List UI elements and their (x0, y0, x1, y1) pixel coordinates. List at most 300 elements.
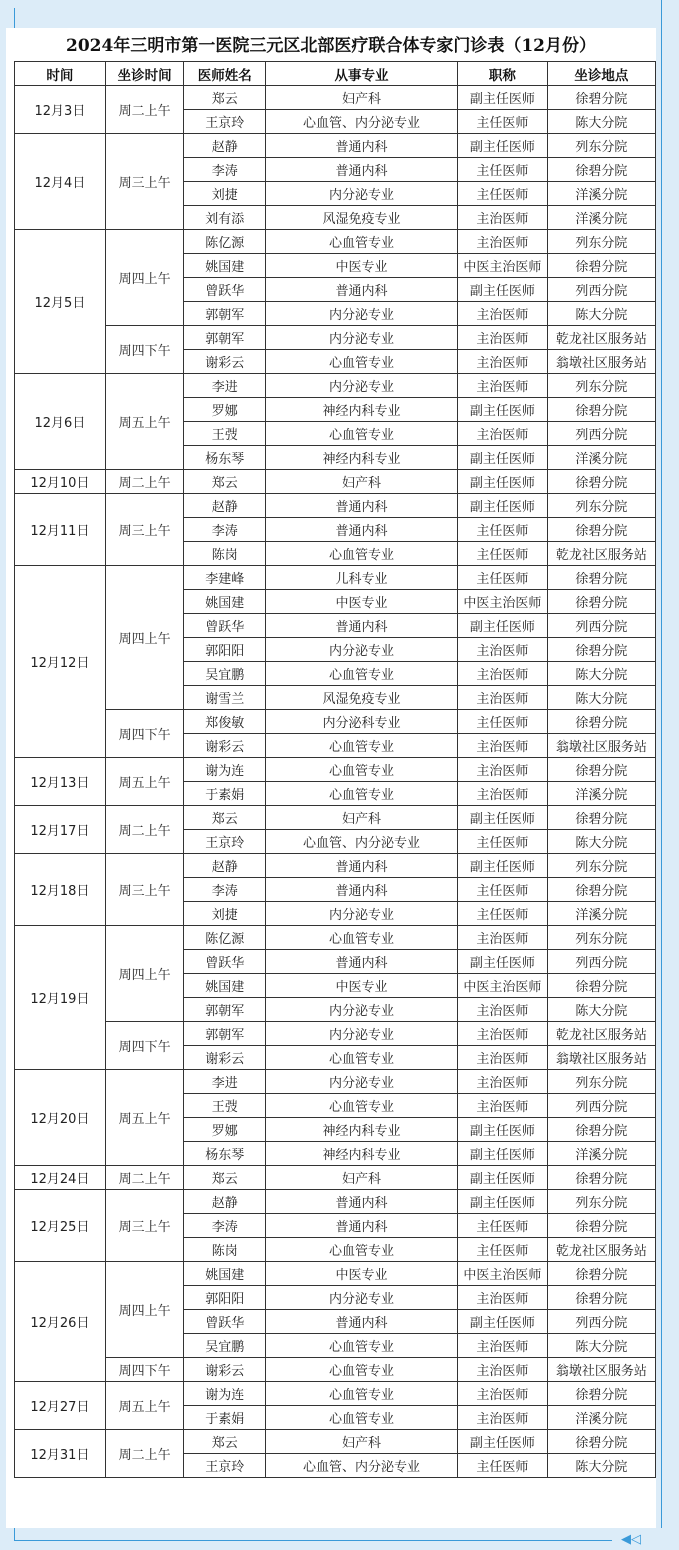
title-cell: 主任医师 (457, 902, 547, 926)
specialty-cell: 心血管专业 (266, 1334, 458, 1358)
doctor-name-cell: 赵静 (184, 494, 266, 518)
specialty-cell: 内分泌专业 (266, 638, 458, 662)
location-cell: 列西分院 (547, 1310, 655, 1334)
table-row (15, 1358, 656, 1382)
header-specialty: 从事专业 (266, 62, 458, 86)
doctor-name-cell: 吴宜鹏 (184, 662, 266, 686)
date-cell: 12月10日 (15, 470, 106, 494)
session-time-cell: 周二上午 (105, 806, 184, 854)
location-cell: 陈大分院 (547, 830, 655, 854)
session-time-cell: 周四上午 (105, 926, 184, 1022)
title-cell: 主治医师 (457, 662, 547, 686)
specialty-cell: 内分泌专业 (266, 326, 458, 350)
location-cell: 徐碧分院 (547, 86, 655, 110)
doctor-name-cell: 李涛 (184, 158, 266, 182)
session-time-cell: 周五上午 (105, 374, 184, 470)
doctor-name-cell: 郑云 (184, 806, 266, 830)
title-cell: 主治医师 (457, 1406, 547, 1430)
title-cell: 副主任医师 (457, 134, 547, 158)
location-cell: 列西分院 (547, 614, 655, 638)
page-title: 2024年三明市第一医院三元区北部医疗联合体专家门诊表（12月份） (66, 36, 596, 56)
doctor-name-cell: 王弢 (184, 1094, 266, 1118)
title-cell: 主治医师 (457, 1094, 547, 1118)
title-cell: 中医主治医师 (457, 590, 547, 614)
session-time-cell: 周三上午 (105, 134, 184, 230)
date-cell: 12月19日 (15, 926, 106, 1070)
doctor-name-cell: 罗娜 (184, 398, 266, 422)
table-body (15, 86, 656, 1478)
doctor-name-cell: 曾跃华 (184, 614, 266, 638)
title-cell: 主任医师 (457, 518, 547, 542)
specialty-cell: 普通内科 (266, 878, 458, 902)
doctor-name-cell: 谢彩云 (184, 1358, 266, 1382)
table-row (15, 758, 656, 782)
specialty-cell: 心血管专业 (266, 1094, 458, 1118)
specialty-cell: 内分泌专业 (266, 1286, 458, 1310)
doctor-name-cell: 李进 (184, 1070, 266, 1094)
doctor-name-cell: 李建峰 (184, 566, 266, 590)
table-row (15, 134, 656, 158)
doctor-name-cell: 谢彩云 (184, 350, 266, 374)
location-cell: 徐碧分院 (547, 1262, 655, 1286)
specialty-cell: 心血管专业 (266, 1046, 458, 1070)
specialty-cell: 心血管、内分泌专业 (266, 830, 458, 854)
header-title: 职称 (457, 62, 547, 86)
table-row (15, 374, 656, 398)
specialty-cell: 内分泌科专业 (266, 710, 458, 734)
title-cell: 副主任医师 (457, 1310, 547, 1334)
title-cell: 主治医师 (457, 1046, 547, 1070)
title-cell: 主治医师 (457, 782, 547, 806)
doctor-name-cell: 陈亿源 (184, 926, 266, 950)
location-cell: 徐碧分院 (547, 638, 655, 662)
specialty-cell: 神经内科专业 (266, 398, 458, 422)
session-time-cell: 周四上午 (105, 230, 184, 326)
header-location: 坐诊地点 (547, 62, 655, 86)
location-cell: 洋溪分院 (547, 902, 655, 926)
specialty-cell: 普通内科 (266, 1190, 458, 1214)
table-row (15, 1262, 656, 1286)
doctor-name-cell: 郭朝军 (184, 998, 266, 1022)
specialty-cell: 内分泌专业 (266, 182, 458, 206)
title-cell: 主治医师 (457, 734, 547, 758)
location-cell: 乾龙社区服务站 (547, 1022, 655, 1046)
title-cell: 副主任医师 (457, 446, 547, 470)
date-cell: 12月25日 (15, 1190, 106, 1262)
doctor-name-cell: 曾跃华 (184, 278, 266, 302)
doctor-name-cell: 谢雪兰 (184, 686, 266, 710)
doctor-name-cell: 陈亿源 (184, 230, 266, 254)
specialty-cell: 神经内科专业 (266, 1118, 458, 1142)
doctor-name-cell: 吴宜鹏 (184, 1334, 266, 1358)
doctor-name-cell: 郭朝军 (184, 302, 266, 326)
location-cell: 徐碧分院 (547, 1286, 655, 1310)
specialty-cell: 内分泌专业 (266, 1022, 458, 1046)
location-cell: 徐碧分院 (547, 158, 655, 182)
date-cell: 12月20日 (15, 1070, 106, 1166)
doctor-name-cell: 曾跃华 (184, 950, 266, 974)
title-cell: 主治医师 (457, 422, 547, 446)
title-cell: 副主任医师 (457, 1430, 547, 1454)
location-cell: 徐碧分院 (547, 590, 655, 614)
title-cell: 主治医师 (457, 686, 547, 710)
doctor-name-cell: 曾跃华 (184, 1310, 266, 1334)
location-cell: 洋溪分院 (547, 446, 655, 470)
title-cell: 副主任医师 (457, 278, 547, 302)
doctor-name-cell: 郭阳阳 (184, 638, 266, 662)
location-cell: 翁墩社区服务站 (547, 1046, 655, 1070)
location-cell: 徐碧分院 (547, 470, 655, 494)
session-time-cell: 周五上午 (105, 1382, 184, 1430)
specialty-cell: 风湿免疫专业 (266, 206, 458, 230)
specialty-cell: 内分泌专业 (266, 1070, 458, 1094)
title-cell: 主治医师 (457, 758, 547, 782)
session-time-cell: 周三上午 (105, 854, 184, 926)
date-cell: 12月6日 (15, 374, 106, 470)
doctor-name-cell: 赵静 (184, 1190, 266, 1214)
specialty-cell: 普通内科 (266, 854, 458, 878)
title-cell: 副主任医师 (457, 854, 547, 878)
specialty-cell: 儿科专业 (266, 566, 458, 590)
specialty-cell: 内分泌专业 (266, 998, 458, 1022)
location-cell: 徐碧分院 (547, 974, 655, 998)
title-cell: 主任医师 (457, 1454, 547, 1478)
specialty-cell: 心血管、内分泌专业 (266, 1454, 458, 1478)
location-cell: 徐碧分院 (547, 710, 655, 734)
location-cell: 洋溪分院 (547, 182, 655, 206)
specialty-cell: 心血管专业 (266, 350, 458, 374)
title-cell: 主任医师 (457, 542, 547, 566)
header-session-time: 坐诊时间 (105, 62, 184, 86)
specialty-cell: 普通内科 (266, 518, 458, 542)
doctor-name-cell: 谢为连 (184, 758, 266, 782)
title-cell: 主任医师 (457, 110, 547, 134)
table-row (15, 470, 656, 494)
title-cell: 主治医师 (457, 1334, 547, 1358)
title-cell: 主治医师 (457, 1070, 547, 1094)
specialty-cell: 普通内科 (266, 614, 458, 638)
location-cell: 陈大分院 (547, 110, 655, 134)
location-cell: 列西分院 (547, 278, 655, 302)
doctor-name-cell: 王京玲 (184, 110, 266, 134)
frame-border-right (661, 0, 662, 1528)
location-cell: 列东分院 (547, 134, 655, 158)
title-cell: 主任医师 (457, 878, 547, 902)
title-cell: 主治医师 (457, 1286, 547, 1310)
title-cell: 副主任医师 (457, 614, 547, 638)
location-cell: 翁墩社区服务站 (547, 734, 655, 758)
title-cell: 主任医师 (457, 182, 547, 206)
doctor-name-cell: 李涛 (184, 518, 266, 542)
location-cell: 徐碧分院 (547, 878, 655, 902)
table-row (15, 494, 656, 518)
title-cell: 主治医师 (457, 326, 547, 350)
title-cell: 副主任医师 (457, 1166, 547, 1190)
title-cell: 主任医师 (457, 1238, 547, 1262)
date-cell: 12月17日 (15, 806, 106, 854)
session-time-cell: 周二上午 (105, 86, 184, 134)
location-cell: 徐碧分院 (547, 1430, 655, 1454)
location-cell: 列东分院 (547, 1190, 655, 1214)
title-cell: 副主任医师 (457, 1190, 547, 1214)
date-cell: 12月18日 (15, 854, 106, 926)
location-cell: 列东分院 (547, 854, 655, 878)
date-cell: 12月3日 (15, 86, 106, 134)
specialty-cell: 妇产科 (266, 806, 458, 830)
frame-border-bottom (14, 1540, 612, 1541)
specialty-cell: 心血管专业 (266, 782, 458, 806)
specialty-cell: 中医专业 (266, 254, 458, 278)
doctor-name-cell: 杨东琴 (184, 446, 266, 470)
table-row (15, 86, 656, 110)
session-time-cell: 周二上午 (105, 1430, 184, 1478)
table-row (15, 710, 656, 734)
header-doctor-name: 医师姓名 (184, 62, 266, 86)
date-cell: 12月11日 (15, 494, 106, 566)
title-cell: 主任医师 (457, 710, 547, 734)
doctor-name-cell: 王京玲 (184, 1454, 266, 1478)
specialty-cell: 普通内科 (266, 158, 458, 182)
specialty-cell: 心血管专业 (266, 542, 458, 566)
title-cell: 副主任医师 (457, 806, 547, 830)
session-time-cell: 周二上午 (105, 1166, 184, 1190)
location-cell: 陈大分院 (547, 686, 655, 710)
specialty-cell: 心血管专业 (266, 1406, 458, 1430)
location-cell: 列西分院 (547, 422, 655, 446)
date-cell: 12月26日 (15, 1262, 106, 1382)
specialty-cell: 普通内科 (266, 1214, 458, 1238)
location-cell: 徐碧分院 (547, 518, 655, 542)
specialty-cell: 心血管、内分泌专业 (266, 110, 458, 134)
table-row (15, 1382, 656, 1406)
title-cell: 主治医师 (457, 1022, 547, 1046)
location-cell: 徐碧分院 (547, 806, 655, 830)
location-cell: 陈大分院 (547, 1454, 655, 1478)
specialty-cell: 心血管专业 (266, 1238, 458, 1262)
doctor-name-cell: 郑俊敏 (184, 710, 266, 734)
specialty-cell: 心血管专业 (266, 758, 458, 782)
doctor-name-cell: 王京玲 (184, 830, 266, 854)
title-cell: 主任医师 (457, 566, 547, 590)
location-cell: 乾龙社区服务站 (547, 326, 655, 350)
location-cell: 翁墩社区服务站 (547, 1358, 655, 1382)
location-cell: 列东分院 (547, 1070, 655, 1094)
table-row (15, 854, 656, 878)
doctor-name-cell: 郭朝军 (184, 326, 266, 350)
doctor-name-cell: 谢彩云 (184, 734, 266, 758)
location-cell: 乾龙社区服务站 (547, 1238, 655, 1262)
session-time-cell: 周五上午 (105, 758, 184, 806)
doctor-name-cell: 姚国建 (184, 254, 266, 278)
session-time-cell: 周四上午 (105, 1262, 184, 1358)
location-cell: 陈大分院 (547, 302, 655, 326)
table-row (15, 1166, 656, 1190)
location-cell: 徐碧分院 (547, 1166, 655, 1190)
title-cell: 主治医师 (457, 230, 547, 254)
table-row (15, 806, 656, 830)
doctor-name-cell: 李涛 (184, 1214, 266, 1238)
doctor-name-cell: 姚国建 (184, 1262, 266, 1286)
title-cell: 副主任医师 (457, 1118, 547, 1142)
date-cell: 12月13日 (15, 758, 106, 806)
specialty-cell: 神经内科专业 (266, 1142, 458, 1166)
specialty-cell: 心血管专业 (266, 734, 458, 758)
date-cell: 12月27日 (15, 1382, 106, 1430)
date-cell: 12月24日 (15, 1166, 106, 1190)
table-row (15, 1190, 656, 1214)
specialty-cell: 普通内科 (266, 950, 458, 974)
doctor-name-cell: 谢彩云 (184, 1046, 266, 1070)
title-cell: 中医主治医师 (457, 1262, 547, 1286)
title-cell: 主治医师 (457, 998, 547, 1022)
title-cell: 主治医师 (457, 1358, 547, 1382)
location-cell: 列东分院 (547, 230, 655, 254)
specialty-cell: 神经内科专业 (266, 446, 458, 470)
table-row (15, 1070, 656, 1094)
doctor-name-cell: 郑云 (184, 1166, 266, 1190)
title-cell: 主治医师 (457, 350, 547, 374)
doctor-name-cell: 姚国建 (184, 974, 266, 998)
session-time-cell: 周三上午 (105, 494, 184, 566)
specialty-cell: 妇产科 (266, 1166, 458, 1190)
session-time-cell: 周三上午 (105, 1190, 184, 1262)
title-cell: 副主任医师 (457, 494, 547, 518)
title-cell: 主任医师 (457, 830, 547, 854)
specialty-cell: 心血管专业 (266, 662, 458, 686)
doctor-name-cell: 李进 (184, 374, 266, 398)
specialty-cell: 内分泌专业 (266, 302, 458, 326)
specialty-cell: 妇产科 (266, 1430, 458, 1454)
table-row (15, 1430, 656, 1454)
doctor-name-cell: 罗娜 (184, 1118, 266, 1142)
doctor-name-cell: 刘捷 (184, 902, 266, 926)
location-cell: 陈大分院 (547, 1334, 655, 1358)
specialty-cell: 普通内科 (266, 134, 458, 158)
location-cell: 陈大分院 (547, 998, 655, 1022)
doctor-name-cell: 于素娟 (184, 1406, 266, 1430)
specialty-cell: 中医专业 (266, 974, 458, 998)
specialty-cell: 心血管专业 (266, 926, 458, 950)
table-row (15, 230, 656, 254)
specialty-cell: 内分泌专业 (266, 374, 458, 398)
title-cell: 主治医师 (457, 206, 547, 230)
title-cell: 中医主治医师 (457, 974, 547, 998)
title-cell: 主治医师 (457, 374, 547, 398)
doctor-name-cell: 于素娟 (184, 782, 266, 806)
title-cell: 中医主治医师 (457, 254, 547, 278)
location-cell: 列西分院 (547, 950, 655, 974)
session-time-cell: 周四下午 (105, 710, 184, 758)
title-cell: 主治医师 (457, 926, 547, 950)
title-cell: 主任医师 (457, 1214, 547, 1238)
session-time-cell: 周四下午 (105, 326, 184, 374)
date-cell: 12月5日 (15, 230, 106, 374)
nav-arrows-icon[interactable]: ◀◁ (621, 1532, 641, 1547)
specialty-cell: 心血管专业 (266, 1358, 458, 1382)
location-cell: 徐碧分院 (547, 254, 655, 278)
doctor-name-cell: 陈岗 (184, 1238, 266, 1262)
doctor-name-cell: 刘捷 (184, 182, 266, 206)
title-cell: 副主任医师 (457, 1142, 547, 1166)
location-cell: 乾龙社区服务站 (547, 542, 655, 566)
title-cell: 主治医师 (457, 1382, 547, 1406)
location-cell: 徐碧分院 (547, 758, 655, 782)
doctor-name-cell: 谢为连 (184, 1382, 266, 1406)
location-cell: 列东分院 (547, 926, 655, 950)
date-cell: 12月4日 (15, 134, 106, 230)
table-row (15, 926, 656, 950)
specialty-cell: 内分泌专业 (266, 902, 458, 926)
session-time-cell: 周四下午 (105, 1358, 184, 1382)
doctor-name-cell: 杨东琴 (184, 1142, 266, 1166)
date-cell: 12月31日 (15, 1430, 106, 1478)
location-cell: 翁墩社区服务站 (547, 350, 655, 374)
doctor-name-cell: 赵静 (184, 854, 266, 878)
table-row (15, 326, 656, 350)
table-row (15, 566, 656, 590)
specialty-cell: 普通内科 (266, 494, 458, 518)
location-cell: 徐碧分院 (547, 1118, 655, 1142)
specialty-cell: 中医专业 (266, 1262, 458, 1286)
location-cell: 洋溪分院 (547, 1142, 655, 1166)
specialty-cell: 普通内科 (266, 278, 458, 302)
session-time-cell: 周五上午 (105, 1070, 184, 1166)
location-cell: 徐碧分院 (547, 398, 655, 422)
location-cell: 洋溪分院 (547, 782, 655, 806)
title-cell: 副主任医师 (457, 398, 547, 422)
specialty-cell: 风湿免疫专业 (266, 686, 458, 710)
doctor-name-cell: 郑云 (184, 1430, 266, 1454)
doctor-name-cell: 郭朝军 (184, 1022, 266, 1046)
table-row (15, 1022, 656, 1046)
specialty-cell: 心血管专业 (266, 230, 458, 254)
location-cell: 列东分院 (547, 374, 655, 398)
title-cell: 副主任医师 (457, 86, 547, 110)
specialty-cell: 妇产科 (266, 470, 458, 494)
location-cell: 徐碧分院 (547, 566, 655, 590)
schedule-sheet (6, 28, 656, 1528)
title-cell: 副主任医师 (457, 950, 547, 974)
specialty-cell: 心血管专业 (266, 422, 458, 446)
specialty-cell: 中医专业 (266, 590, 458, 614)
doctor-name-cell: 陈岗 (184, 542, 266, 566)
title-cell: 主治医师 (457, 638, 547, 662)
session-time-cell: 周四下午 (105, 1022, 184, 1070)
doctor-name-cell: 赵静 (184, 134, 266, 158)
location-cell: 徐碧分院 (547, 1382, 655, 1406)
specialty-cell: 普通内科 (266, 1310, 458, 1334)
date-cell: 12月12日 (15, 566, 106, 758)
location-cell: 陈大分院 (547, 662, 655, 686)
specialty-cell: 心血管专业 (266, 1382, 458, 1406)
location-cell: 列东分院 (547, 494, 655, 518)
doctor-name-cell: 郑云 (184, 470, 266, 494)
session-time-cell: 周四上午 (105, 566, 184, 710)
doctor-name-cell: 郑云 (184, 86, 266, 110)
header-date: 时间 (15, 62, 106, 86)
doctor-name-cell: 王弢 (184, 422, 266, 446)
doctor-name-cell: 郭阳阳 (184, 1286, 266, 1310)
location-cell: 徐碧分院 (547, 1214, 655, 1238)
session-time-cell: 周二上午 (105, 470, 184, 494)
title-cell: 主治医师 (457, 302, 547, 326)
doctor-name-cell: 刘有添 (184, 206, 266, 230)
title-cell: 副主任医师 (457, 470, 547, 494)
doctor-name-cell: 李涛 (184, 878, 266, 902)
location-cell: 洋溪分院 (547, 206, 655, 230)
table-header-row (15, 62, 656, 86)
clinic-schedule-table (14, 61, 656, 1478)
